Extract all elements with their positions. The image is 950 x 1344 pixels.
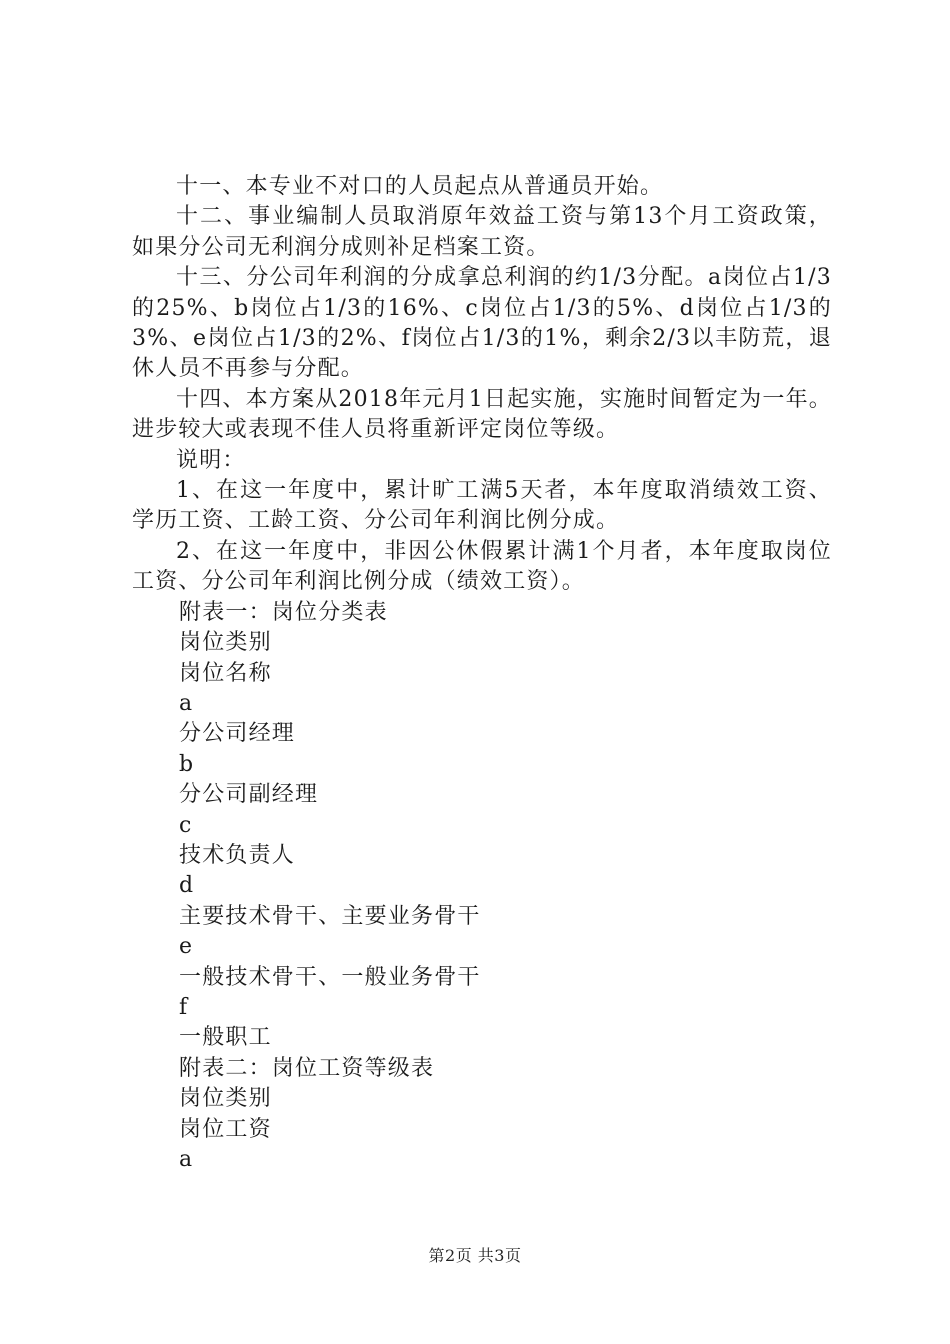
table1-row-code: a — [179, 690, 194, 716]
table1-row-code: d — [179, 873, 195, 899]
table1-header-category: 岗位类别 — [179, 630, 272, 656]
document-body — [132, 172, 832, 1175]
table2-header-wage: 岗位工资 — [179, 1116, 272, 1142]
page-number-footer: 第2页 共3页 — [428, 1246, 522, 1265]
table1-row-name: 分公司副经理 — [179, 782, 319, 808]
table1-row-code: b — [179, 751, 195, 777]
table1-row-name: 分公司经理 — [179, 721, 296, 747]
paragraph-12: 十二、事业编制人员取消原年效益工资与第13个月工资政策，如果分公司无利润分成则补足档案工资。 — [132, 204, 832, 260]
table1-header-name: 岗位名称 — [179, 660, 272, 686]
table2-header-category: 岗位类别 — [179, 1086, 272, 1112]
table1-row-code: c — [179, 812, 193, 838]
notes-heading: 说明： — [176, 447, 246, 473]
paragraph-13: 十三、分公司年利润的分成拿总利润的约1/3分配。a岗位占1/3的25%、b岗位占1/3的16%、c岗位占1/3的5%、d岗位占1/3的3%、e岗位占1/3的2%、f岗位占1/3的1%，剩余2/3以丰防荒，退休人员不再参与分配。 — [132, 265, 832, 382]
table1-row-name: 一般技术骨干、一般业务骨干 — [179, 964, 481, 990]
note-1: 1、在这一年度中，累计旷工满5天者，本年度取消绩效工资、学历工资、工龄工资、分公司年利润比例分成。 — [132, 478, 832, 534]
table1-row-name: 主要技术骨干、主要业务骨干 — [179, 903, 481, 929]
table1-row-name: 一般职工 — [179, 1025, 272, 1051]
table2-row-code: a — [179, 1147, 194, 1172]
table1-row-code: e — [179, 934, 194, 960]
table1-row-name: 技术负责人 — [179, 842, 296, 868]
paragraph-14: 十四、本方案从2018年元月1日起实施，实施时间暂定为一年。进步较大或表现不佳人员将重新评定岗位等级。 — [132, 386, 832, 443]
table1-row-code: f — [179, 994, 189, 1020]
note-2: 2、在这一年度中，非因公休假累计满1个月者，本年度取岗位工资、分公司年利润比例分成（绩效工资）。 — [132, 538, 832, 595]
table1-title: 附表一：岗位分类表 — [179, 599, 388, 625]
table2-title: 附表二：岗位工资等级表 — [179, 1055, 435, 1081]
paragraph-11: 十一、本专业不对口的人员起点从普通员开始。 — [176, 174, 664, 199]
